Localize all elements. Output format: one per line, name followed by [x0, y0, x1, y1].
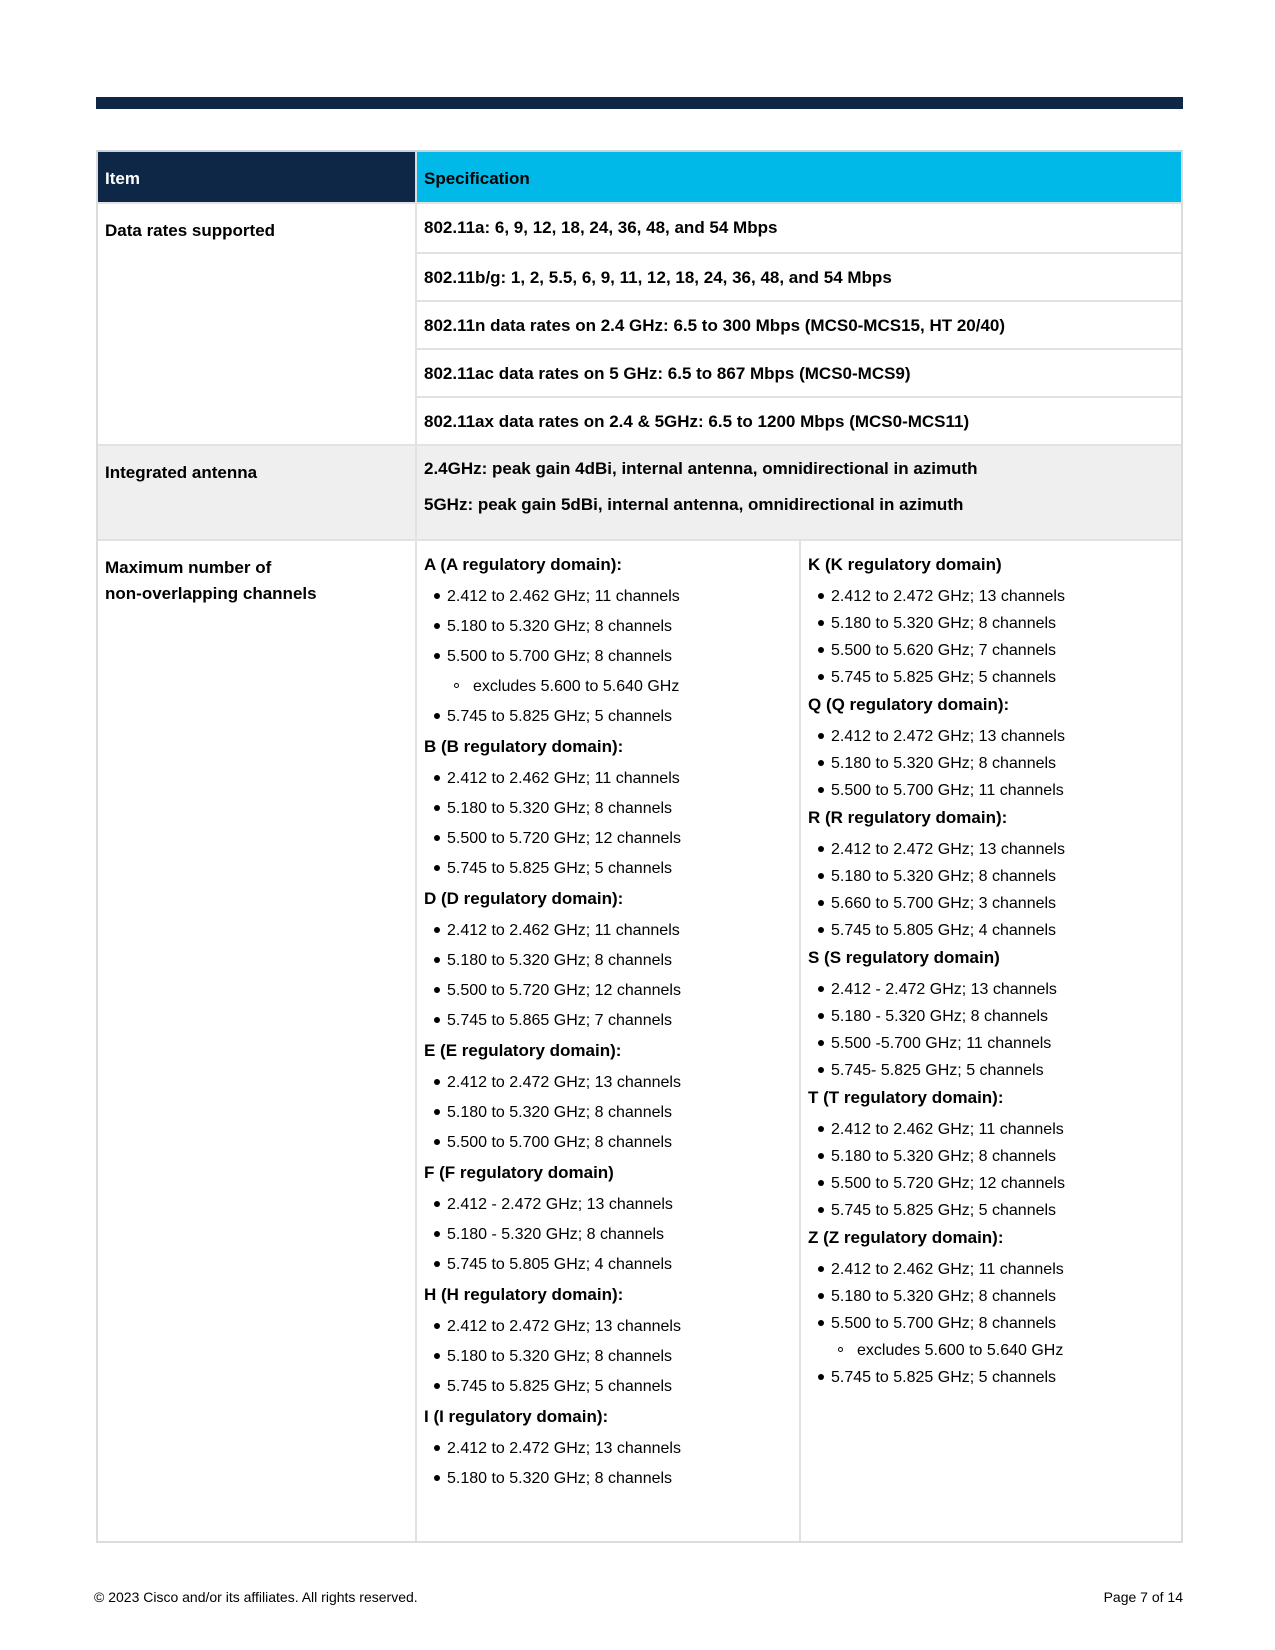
list-item: 2.412 to 2.472 GHz; 13 channels	[424, 1313, 792, 1343]
list-item: 5.180 to 5.320 GHz; 8 channels	[424, 1465, 792, 1495]
regulatory-domain-title: D (D regulatory domain):	[424, 889, 624, 908]
table-row-data-rates	[98, 202, 1181, 444]
channels-left-column	[417, 541, 801, 1541]
list-item: 5.745 to 5.825 GHz; 5 channels	[424, 855, 792, 885]
list-item: 2.412 to 2.472 GHz; 13 channels	[808, 723, 1174, 750]
bullet-icon	[434, 1231, 440, 1237]
list-item: 5.745 to 5.825 GHz; 5 channels	[808, 1364, 1174, 1391]
bullet-icon	[818, 1153, 824, 1159]
bullet-icon	[818, 927, 824, 933]
page-number: Page 7 of 14	[1103, 1589, 1183, 1605]
bullet-icon	[434, 1261, 440, 1267]
list-item: 5.500 to 5.700 GHz; 8 channels	[808, 1310, 1174, 1337]
list-item: 5.745 to 5.825 GHz; 5 channels	[808, 664, 1174, 691]
nested-list-item: excludes 5.600 to 5.640 GHz	[808, 1337, 1174, 1364]
regulatory-domain-title: B (B regulatory domain):	[424, 737, 624, 756]
bullet-icon	[434, 835, 440, 841]
bullet-icon	[434, 1109, 440, 1115]
regulatory-domain-title: R (R regulatory domain):	[808, 808, 1008, 827]
table-row-channels	[98, 539, 1181, 1541]
bullet-icon	[818, 1207, 824, 1213]
header-item: Item	[98, 152, 417, 202]
regulatory-domain-title: S (S regulatory domain)	[808, 948, 1000, 967]
bullet-icon	[434, 623, 440, 629]
bullet-icon	[818, 900, 824, 906]
hollow-bullet-icon	[454, 683, 459, 688]
list-item: 2.412 to 2.472 GHz; 13 channels	[424, 1435, 792, 1465]
list-item: 5.745 to 5.805 GHz; 4 channels	[808, 917, 1174, 944]
list-item: 5.500 to 5.700 GHz; 8 channels	[424, 1129, 792, 1159]
bullet-icon	[818, 620, 824, 626]
list-item: 5.745- 5.825 GHz; 5 channels	[808, 1057, 1174, 1084]
bullet-icon	[818, 593, 824, 599]
list-item: 2.412 to 2.472 GHz; 13 channels	[808, 836, 1174, 863]
bullet-icon	[818, 1293, 824, 1299]
list-item: 2.412 to 2.472 GHz; 13 channels	[424, 1069, 792, 1099]
spec-value: 2.4GHz: peak gain 4dBi, internal antenna, omnidirectional in azimuth	[424, 459, 978, 478]
bullet-icon	[434, 653, 440, 659]
list-item: 2.412 to 2.462 GHz; 11 channels	[424, 917, 792, 947]
list-item: 5.500 to 5.720 GHz; 12 channels	[424, 977, 792, 1007]
bullet-icon	[818, 1040, 824, 1046]
bullet-icon	[434, 1079, 440, 1085]
bullet-icon	[818, 1067, 824, 1073]
hollow-bullet-icon	[838, 1347, 843, 1352]
spec-value: 802.11ac data rates on 5 GHz: 6.5 to 867 Mbps (MCS0-MCS9)	[417, 348, 1181, 396]
spec-value: 802.11a: 6, 9, 12, 18, 24, 36, 48, and 54 Mbps	[424, 218, 778, 237]
bullet-icon	[434, 1139, 440, 1145]
spec-table	[96, 150, 1183, 1543]
spec-value: 802.11n data rates on 2.4 GHz: 6.5 to 300 Mbps (MCS0-MCS15, HT 20/40)	[417, 300, 1181, 348]
table-row-antenna	[98, 444, 1181, 539]
channels-right-column	[801, 541, 1181, 1541]
list-item: 5.500 to 5.720 GHz; 12 channels	[424, 825, 792, 855]
bullet-icon	[434, 713, 440, 719]
spec-value: 5GHz: peak gain 5dBi, internal antenna, omnidirectional in azimuth	[424, 495, 964, 514]
bullet-icon	[434, 1445, 440, 1451]
list-item: 5.180 to 5.320 GHz; 8 channels	[808, 1283, 1174, 1310]
list-item: 5.745 to 5.865 GHz; 7 channels	[424, 1007, 792, 1037]
list-item: 5.745 to 5.825 GHz; 5 channels	[424, 703, 792, 733]
row-label	[98, 541, 417, 1541]
bullet-icon	[818, 1013, 824, 1019]
row-label: Integrated antenna	[98, 446, 417, 539]
bullet-icon	[434, 865, 440, 871]
regulatory-domain-title: Z (Z regulatory domain):	[808, 1228, 1004, 1247]
nested-list-item: excludes 5.600 to 5.640 GHz	[424, 673, 792, 703]
top-rule-bar	[96, 97, 1183, 109]
bullet-icon	[434, 1475, 440, 1481]
bullet-icon	[818, 647, 824, 653]
list-item: 5.745 to 5.825 GHz; 5 channels	[424, 1373, 792, 1403]
list-item: 5.180 to 5.320 GHz; 8 channels	[424, 613, 792, 643]
list-item: 5.500 -5.700 GHz; 11 channels	[808, 1030, 1174, 1057]
list-item: 5.180 to 5.320 GHz; 8 channels	[424, 1099, 792, 1129]
regulatory-domain-title: H (H regulatory domain):	[424, 1285, 624, 1304]
list-item: 5.180 to 5.320 GHz; 8 channels	[808, 750, 1174, 777]
bullet-icon	[818, 760, 824, 766]
bullet-icon	[434, 1323, 440, 1329]
bullet-icon	[818, 1320, 824, 1326]
list-item: 5.745 to 5.805 GHz; 4 channels	[424, 1251, 792, 1281]
list-item: 5.745 to 5.825 GHz; 5 channels	[808, 1197, 1174, 1224]
bullet-icon	[818, 1374, 824, 1380]
list-item: 5.660 to 5.700 GHz; 3 channels	[808, 890, 1174, 917]
spec-value: 802.11b/g: 1, 2, 5.5, 6, 9, 11, 12, 18, 24, 36, 48, and 54 Mbps	[417, 252, 1181, 300]
row-label: Data rates supported	[98, 204, 417, 444]
regulatory-domain-title: Q (Q regulatory domain):	[808, 695, 1010, 714]
bullet-icon	[818, 846, 824, 852]
page-footer	[94, 1589, 1183, 1605]
bullet-icon	[434, 1017, 440, 1023]
spec-value: 802.11ax data rates on 2.4 & 5GHz: 6.5 to 1200 Mbps (MCS0-MCS11)	[417, 396, 1181, 444]
row-label-line: non-overlapping channels	[105, 584, 317, 603]
bullet-icon	[434, 1383, 440, 1389]
bullet-icon	[818, 986, 824, 992]
regulatory-domain-title: A (A regulatory domain):	[424, 555, 623, 574]
bullet-icon	[818, 1180, 824, 1186]
regulatory-domain-title: F (F regulatory domain)	[424, 1163, 614, 1182]
list-item: 5.180 to 5.320 GHz; 8 channels	[424, 795, 792, 825]
list-item: 5.180 to 5.320 GHz; 8 channels	[424, 947, 792, 977]
bullet-icon	[818, 733, 824, 739]
list-item: 5.500 to 5.720 GHz; 12 channels	[808, 1170, 1174, 1197]
header-specification: Specification	[417, 152, 1181, 202]
regulatory-domain-title: I (I regulatory domain):	[424, 1407, 609, 1426]
bullet-icon	[818, 1266, 824, 1272]
bullet-icon	[818, 1126, 824, 1132]
bullet-icon	[434, 957, 440, 963]
bullet-icon	[434, 805, 440, 811]
list-item: 5.180 - 5.320 GHz; 8 channels	[424, 1221, 792, 1251]
bullet-icon	[434, 927, 440, 933]
row-label-line: Maximum number of	[105, 558, 272, 577]
list-item: 5.180 to 5.320 GHz; 8 channels	[808, 610, 1174, 637]
copyright-text: © 2023 Cisco and/or its affiliates. All rights reserved.	[94, 1589, 418, 1605]
bullet-icon	[434, 593, 440, 599]
list-item: 5.500 to 5.700 GHz; 11 channels	[808, 777, 1174, 804]
regulatory-domain-title: K (K regulatory domain)	[808, 555, 1002, 574]
bullet-icon	[818, 787, 824, 793]
list-item: 5.180 - 5.320 GHz; 8 channels	[808, 1003, 1174, 1030]
list-item: 2.412 to 2.472 GHz; 13 channels	[808, 583, 1174, 610]
bullet-icon	[434, 987, 440, 993]
list-item: 2.412 to 2.462 GHz; 11 channels	[808, 1116, 1174, 1143]
list-item: 2.412 - 2.472 GHz; 13 channels	[808, 976, 1174, 1003]
table-header	[98, 152, 1181, 202]
regulatory-domain-title: E (E regulatory domain):	[424, 1041, 622, 1060]
bullet-icon	[818, 873, 824, 879]
bullet-icon	[434, 1353, 440, 1359]
list-item: 2.412 - 2.472 GHz; 13 channels	[424, 1191, 792, 1221]
list-item: 5.180 to 5.320 GHz; 8 channels	[424, 1343, 792, 1373]
list-item: 5.500 to 5.620 GHz; 7 channels	[808, 637, 1174, 664]
list-item: 5.180 to 5.320 GHz; 8 channels	[808, 1143, 1174, 1170]
list-item: 2.412 to 2.462 GHz; 11 channels	[424, 583, 792, 613]
list-item: 2.412 to 2.462 GHz; 11 channels	[808, 1256, 1174, 1283]
list-item: 5.180 to 5.320 GHz; 8 channels	[808, 863, 1174, 890]
bullet-icon	[434, 775, 440, 781]
bullet-icon	[434, 1201, 440, 1207]
bullet-icon	[818, 674, 824, 680]
regulatory-domain-title: T (T regulatory domain):	[808, 1088, 1004, 1107]
list-item: 2.412 to 2.462 GHz; 11 channels	[424, 765, 792, 795]
list-item: 5.500 to 5.700 GHz; 8 channels	[424, 643, 792, 673]
